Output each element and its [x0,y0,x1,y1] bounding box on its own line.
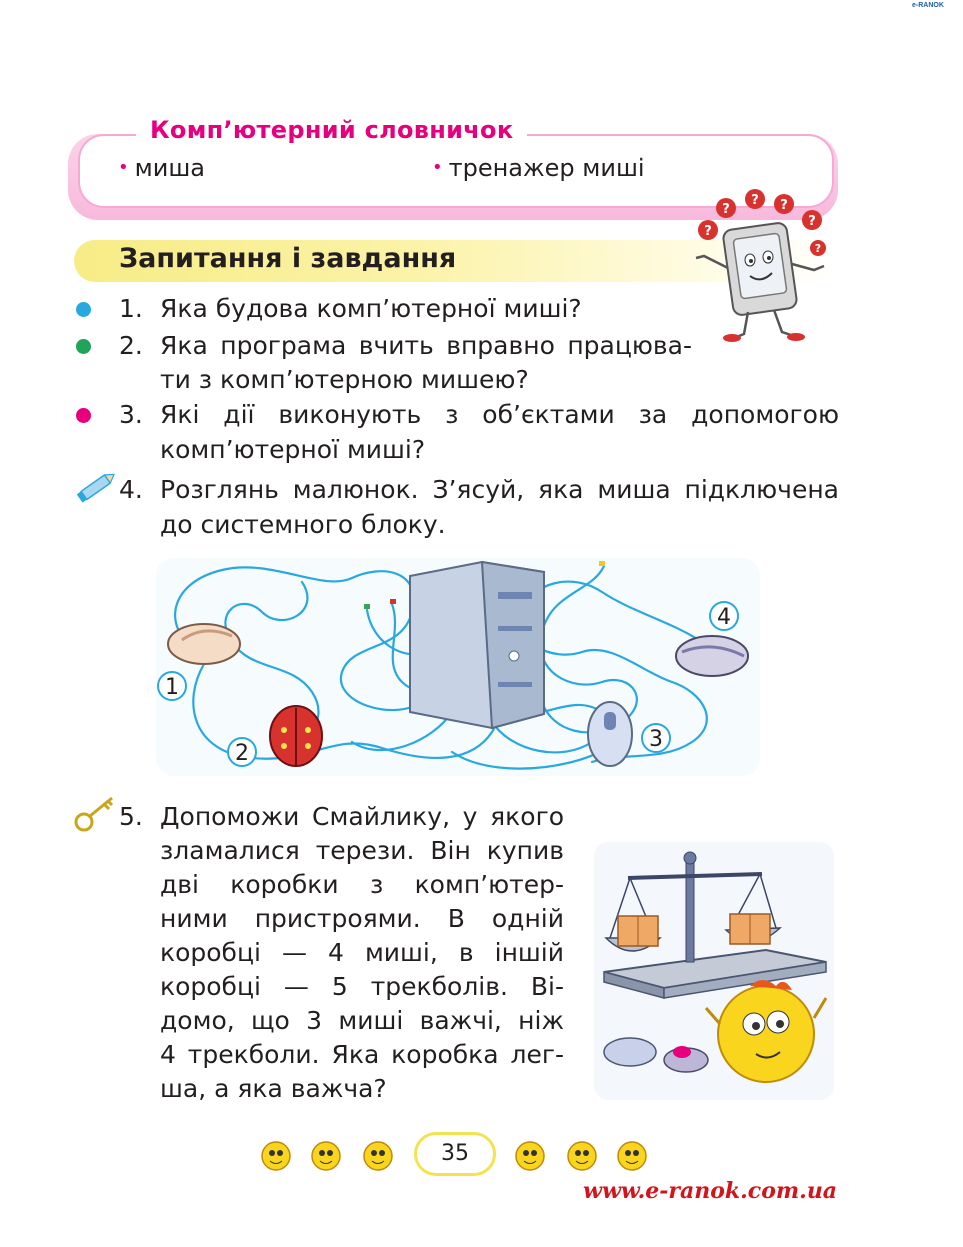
key-icon [72,794,118,834]
question-text-line: Яка програма вчить вправно працюва- [160,331,692,360]
question-2 [119,329,143,363]
question-number: 2. [119,331,143,360]
maze-label-3 [642,724,670,752]
cable-plug [364,604,370,609]
maze-label-1 [158,672,186,700]
question-text-line: Які дії виконують з об’єктами за допомогою [160,400,839,429]
question-number: 4. [119,475,143,504]
question-3 [119,398,143,432]
question-text-line: Допоможи Смайлику, у якого [160,802,564,831]
question-1-marker [76,302,91,317]
question-text-line: Розглянь малюнок. З’ясуй, яка миша підключена [160,475,839,504]
vocabulary-title: Комп’ютерний словничок [136,116,527,144]
cable-plug [599,561,605,566]
scales-smiley-illustration [590,838,838,1104]
svg-text:1: 1 [165,675,179,700]
question-text-line: до системного блоку. [160,510,446,539]
mouse-3-illustration [588,702,632,766]
pencil-icon [74,470,118,504]
svg-text:?: ? [751,193,759,208]
question-text-line: коробці — 4 миші, в іншій [160,938,564,967]
svg-text:4: 4 [717,605,731,630]
question-text-line: комп’ютерної миші? [160,435,426,464]
smiley-decoration-left [256,1136,410,1176]
question-text-line: ти з комп’ютерною мишею? [160,365,529,394]
svg-text:?: ? [814,242,822,255]
question-5 [119,800,143,834]
svg-text:3: 3 [649,727,663,752]
svg-text:?: ? [780,198,788,213]
question-number: 5. [119,802,143,831]
svg-text:?: ? [808,214,816,229]
question-text-line: 4 трекболи. Яка коробка лег- [160,1040,564,1069]
vocabulary-item: • миша [118,154,205,182]
mouse-4-illustration [676,636,748,676]
svg-text:?: ? [722,202,730,217]
questions-title: Запитання і завдання [119,243,457,274]
question-text: Яка будова комп’ютерної миші? [160,294,582,323]
question-2-marker [76,339,91,354]
tablet-mascot-illustration [686,186,836,346]
website-link[interactable]: www.e-ranok.com.ua [583,1178,838,1204]
question-text-line: домо, що 3 миші важчі, ніж [160,1006,564,1035]
question-text-line: ша, а яка важча? [160,1074,387,1103]
question-text-line: дві коробки з комп’ютер- [160,870,564,899]
vocabulary-item: • тренажер миші [432,154,645,182]
mouse-2-ladybug-illustration [270,706,322,766]
maze-label-4 [710,602,738,630]
question-text-line: коробці — 5 трекболів. Ві- [160,972,564,1001]
svg-text:?: ? [704,224,712,239]
cable-plug [390,599,396,604]
mouse-maze-illustration [152,552,764,780]
question-4 [119,473,143,507]
system-unit [410,562,544,728]
question-text-line: ними пристроями. В одній [160,904,564,933]
maze-label-2 [228,738,256,766]
svg-text:2: 2 [235,741,249,766]
question-number: 1. [119,294,143,323]
smiley-decoration-right [502,1136,656,1176]
question-number: 3. [119,400,143,429]
question-text-line: зламалися терези. Він купив [160,836,564,865]
mouse-1-illustration [168,624,240,664]
question-5-text [160,800,564,1106]
page-number: 35 [414,1132,496,1176]
question-1 [119,292,582,326]
question-3-marker [76,408,91,423]
publisher-logo: e-RANOK [912,2,944,9]
